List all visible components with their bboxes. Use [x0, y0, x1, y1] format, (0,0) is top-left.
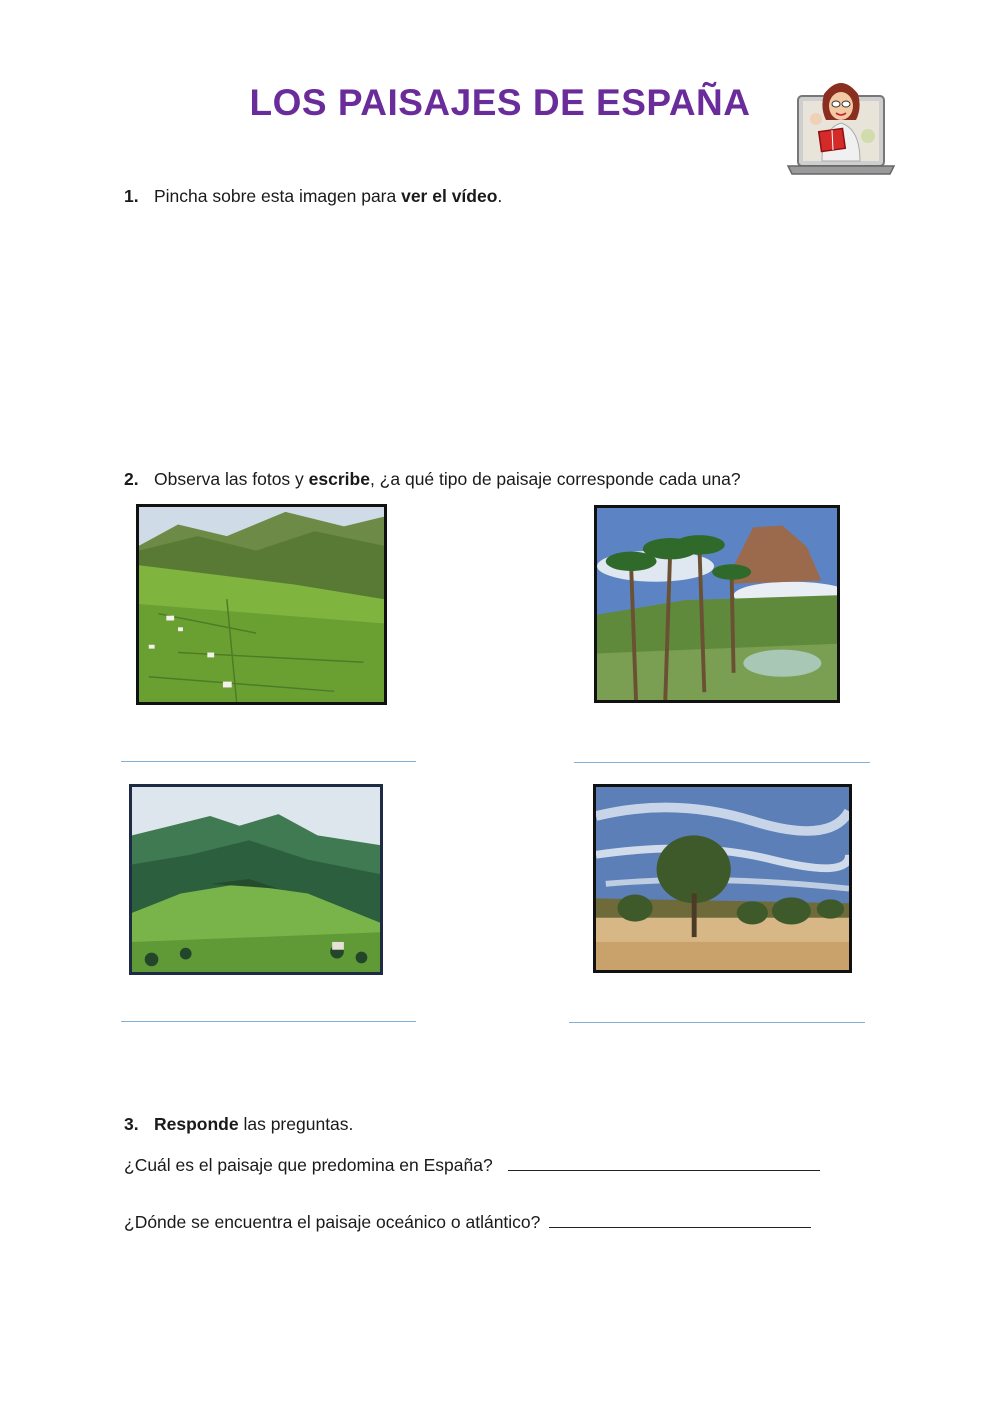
answer-line-4[interactable]: [569, 1022, 865, 1023]
worksheet-title: LOS PAISAJES DE ESPAÑA: [249, 82, 751, 123]
section-2-instruction: 2. Observa las fotos y escribe, ¿a qué tipo de paisaje corresponde cada una?: [124, 469, 741, 489]
holm-oak-dehesa-photo: [593, 784, 852, 973]
question-2-answer-field[interactable]: [549, 1209, 811, 1228]
green-valley-photo: [136, 504, 387, 705]
section-2-number: 2.: [124, 469, 139, 489]
palm-trees-photo: [594, 505, 840, 703]
section-1-instruction: 1. Pincha sobre esta imagen para ver el vídeo.: [124, 186, 503, 206]
question-1-answer-field[interactable]: [508, 1152, 820, 1171]
answer-line-1[interactable]: [121, 761, 416, 762]
question-2: [124, 1209, 811, 1233]
question-1: [124, 1152, 820, 1176]
answer-line-3[interactable]: [121, 1021, 416, 1022]
mountain-meadow-photo: [129, 784, 383, 975]
teacher-laptop-icon: [786, 74, 896, 178]
section-1-number: 1.: [124, 186, 139, 206]
answer-line-2[interactable]: [574, 762, 870, 763]
section-3-number: 3.: [124, 1114, 139, 1134]
watch-video-link[interactable]: ver el vídeo: [401, 186, 498, 206]
question-1-text: ¿Cuál es el paisaje que predomina en España?: [124, 1155, 493, 1175]
question-2-text: ¿Dónde se encuentra el paisaje oceánico o atlántico?: [124, 1212, 541, 1232]
section-3-instruction: 3. Responde las preguntas.: [124, 1114, 354, 1134]
